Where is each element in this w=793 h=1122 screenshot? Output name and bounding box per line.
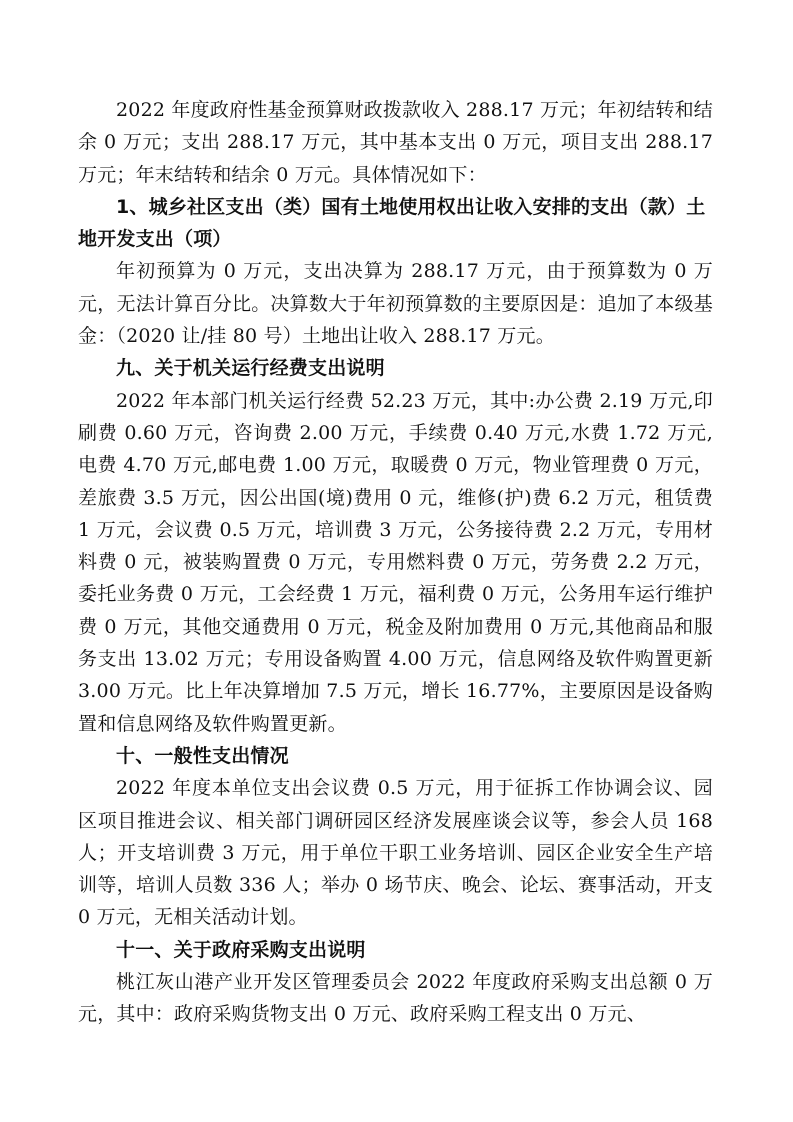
paragraph-fund-budget-summary: 2022 年度政府性基金预算财政拨款收入 288.17 万元；年初结转和结余 0 万元；支出 288.17 万元，其中基本支出 0 万元，项目支出 288.17 万元；年末结转和结余 0 万元。具体情况如下： <box>78 99 713 186</box>
paragraph-government-procurement-detail: 桃江灰山港产业开发区管理委员会 2022 年度政府采购支出总额 0 万元，其中：政府采购货物支出 0 万元、政府采购工程支出 0 万元、 <box>78 971 713 1026</box>
paragraph-general-expenditure-detail: 2022 年度本单位支出会议费 0.5 万元，用于征拆工作协调会议、园区项目推进会议、相关部门调研园区经济发展座谈会议等，参会人员 168 人；开支培训费 3 万元，用于单位干职工业务培训、园区企业安全生产培训等，培训人员数 336 人；举办 0 场节庆、晚会、论坛、赛事活动，开支 0 万元，无相关活动计划。 <box>78 777 713 929</box>
paragraph-operating-expenses-detail: 2022 年本部门机关运行经费 52.23 万元，其中:办公费 2.19 万元,印刷费 0.60 万元，咨询费 2.00 万元，手续费 0.40 万元,水费 1.72 万元,电费 4.70 万元,邮电费 1.00 万元，取暖费 0 万元，物业管理费 0 万元，差旅费 3.5 万元，因公出国(境)费用 0 元，维修(护)费 6.2 万元，租赁费 1 万元，会议费 0.5 万元，培训费 3 万元，公务接待费 2.2 万元，专用材料费 0 元，被装购置费 0 万元，专用燃料费 0 万元，劳务费 2.2 万元，委托业务费 0 万元，工会经费 1 万元，福利费 0 万元，公务用车运行维护费 0 万元，其他交通费用 0 万元，税金及附加费用 0 万元,其他商品和服务支出 13.02 万元；专用设备购置 4.00 万元，信息网络及软件购置更新 3.00 万元。比上年决算增加 7.5 万元，增长 16.77%，主要原因是设备购置和信息网络及软件购置更新。 <box>78 389 713 735</box>
heading-government-procurement: 十一、关于政府采购支出说明 <box>116 938 366 961</box>
paragraph-land-development-detail: 年初预算为 0 万元，支出决算为 288.17 万元，由于预算数为 0 万元，无法计算百分比。决算数大于年初预算数的主要原因是：追加了本级基金：（2020 让/挂 80 号）土地出让收入 288.17 万元。 <box>78 260 713 348</box>
heading-operating-expenses: 九、关于机关运行经费支出说明 <box>116 357 385 380</box>
heading-general-expenditure: 十、一般性支出情况 <box>116 744 289 767</box>
heading-land-development-expenditure: 1、城乡社区支出（类）国有土地使用权出让收入安排的支出（款）土地开发支出（项） <box>78 195 706 251</box>
